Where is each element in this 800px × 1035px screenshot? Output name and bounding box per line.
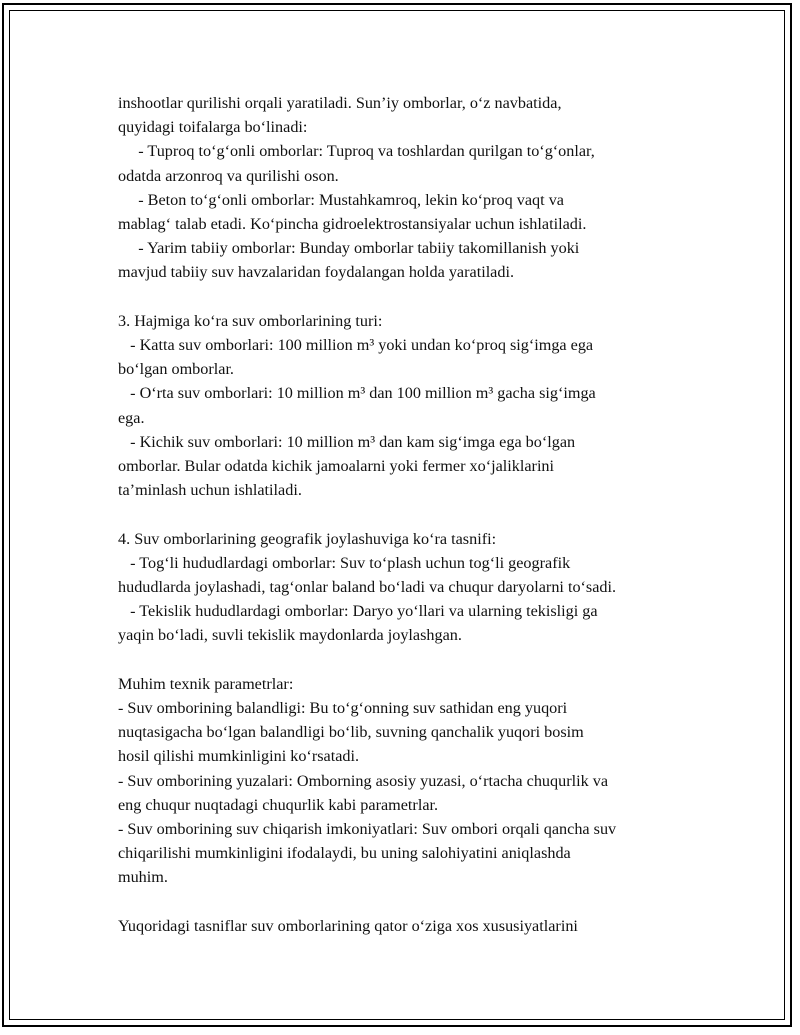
text-line: ega. bbox=[118, 408, 145, 427]
text-line: - Tekislik hududlardagi omborlar: Daryo yo‘llari va ularning tekisligi ga bbox=[118, 602, 598, 621]
text-line: - Beton to‘g‘onli omborlar: Mustahkamroq, lekin ko‘proq vaqt va bbox=[118, 190, 564, 209]
text-line: hududlarda joylashadi, tag‘onlar baland bo‘ladi va chuqur daryolarni to‘sadi. bbox=[118, 578, 617, 597]
text-line: - Suv omborining suv chiqarish imkoniyatlari: Suv ombori orqali qancha suv bbox=[118, 820, 617, 839]
text-line: ta’minlash uchun ishlatiladi. bbox=[118, 481, 302, 500]
text-line: mavjud tabiiy suv havzalaridan foydalangan holda yaratiladi. bbox=[118, 263, 515, 282]
text-line: - O‘rta suv omborlari: 10 million m³ dan 100 million m³ gacha sig‘imga bbox=[118, 384, 596, 403]
text-line: mablag‘ talab etadi. Ko‘pincha gidroelektrostansiyalar uchun ishlatiladi. bbox=[118, 215, 587, 234]
paragraph-gap bbox=[118, 648, 698, 672]
paragraph-gap bbox=[118, 285, 698, 309]
section-heading: 3. Hajmiga ko‘ra suv omborlarining turi: bbox=[118, 311, 383, 330]
text-line: - Tog‘li hududlardagi omborlar: Suv to‘plash uchun tog‘li geografik bbox=[118, 553, 571, 572]
text-line: Yuqoridagi tasniflar suv omborlarining qator o‘ziga xos xususiyatlarini bbox=[118, 916, 578, 935]
text-line: yaqin bo‘ladi, suvli tekislik maydonlarda joylashgan. bbox=[118, 626, 462, 645]
section-heading: Muhim texnik parametrlar: bbox=[118, 674, 294, 693]
text-line: - Suv omborining balandligi: Bu to‘g‘onning suv sathidan eng yuqori bbox=[118, 699, 568, 718]
text-line: quyidagi toifalarga bo‘linadi: bbox=[118, 118, 308, 137]
text-line: nuqtasigacha bo‘lgan balandligi bo‘lib, suvning qanchalik yuqori bosim bbox=[118, 723, 584, 742]
text-line: - Yarim tabiiy omborlar: Bunday omborlar tabiiy takomillanish yoki bbox=[118, 239, 580, 258]
text-line: bo‘lgan omborlar. bbox=[118, 360, 234, 379]
text-line: muhim. bbox=[118, 868, 168, 887]
text-line: odatda arzonroq va qurilishi oson. bbox=[118, 166, 339, 185]
paragraph-gap bbox=[118, 890, 698, 914]
section-heading: 4. Suv omborlarining geografik joylashuviga ko‘ra tasnifi: bbox=[118, 529, 497, 548]
text-line: omborlar. Bular odatda kichik jamoalarni yoki fermer xo‘jaliklarini bbox=[118, 457, 555, 476]
text-line: - Kichik suv omborlari: 10 million m³ dan kam sig‘imga ega bo‘lgan bbox=[118, 432, 576, 451]
text-line: - Katta suv omborlari: 100 million m³ yoki undan ko‘proq sig‘imga ega bbox=[118, 336, 594, 355]
text-line: - Suv omborining yuzalari: Omborning asosiy yuzasi, o‘rtacha chuqurlik va bbox=[118, 771, 609, 790]
text-line: eng chuqur nuqtadagi chuqurlik kabi parametrlar. bbox=[118, 795, 439, 814]
paragraph-gap bbox=[118, 502, 698, 526]
text-line: chiqarilishi mumkinligini ifodalaydi, bu uning salohiyatini aniqlashda bbox=[118, 844, 571, 863]
text-line: hosil qilishi mumkinligini ko‘rsatadi. bbox=[118, 747, 360, 766]
text-line: inshootlar qurilishi orqali yaratiladi. Sun’iy omborlar, o‘z navbatida, bbox=[118, 94, 562, 112]
text-line: - Tuproq to‘g‘onli omborlar: Tuproq va toshlardan qurilgan to‘g‘onlar, bbox=[118, 142, 595, 161]
document-body bbox=[118, 91, 698, 938]
